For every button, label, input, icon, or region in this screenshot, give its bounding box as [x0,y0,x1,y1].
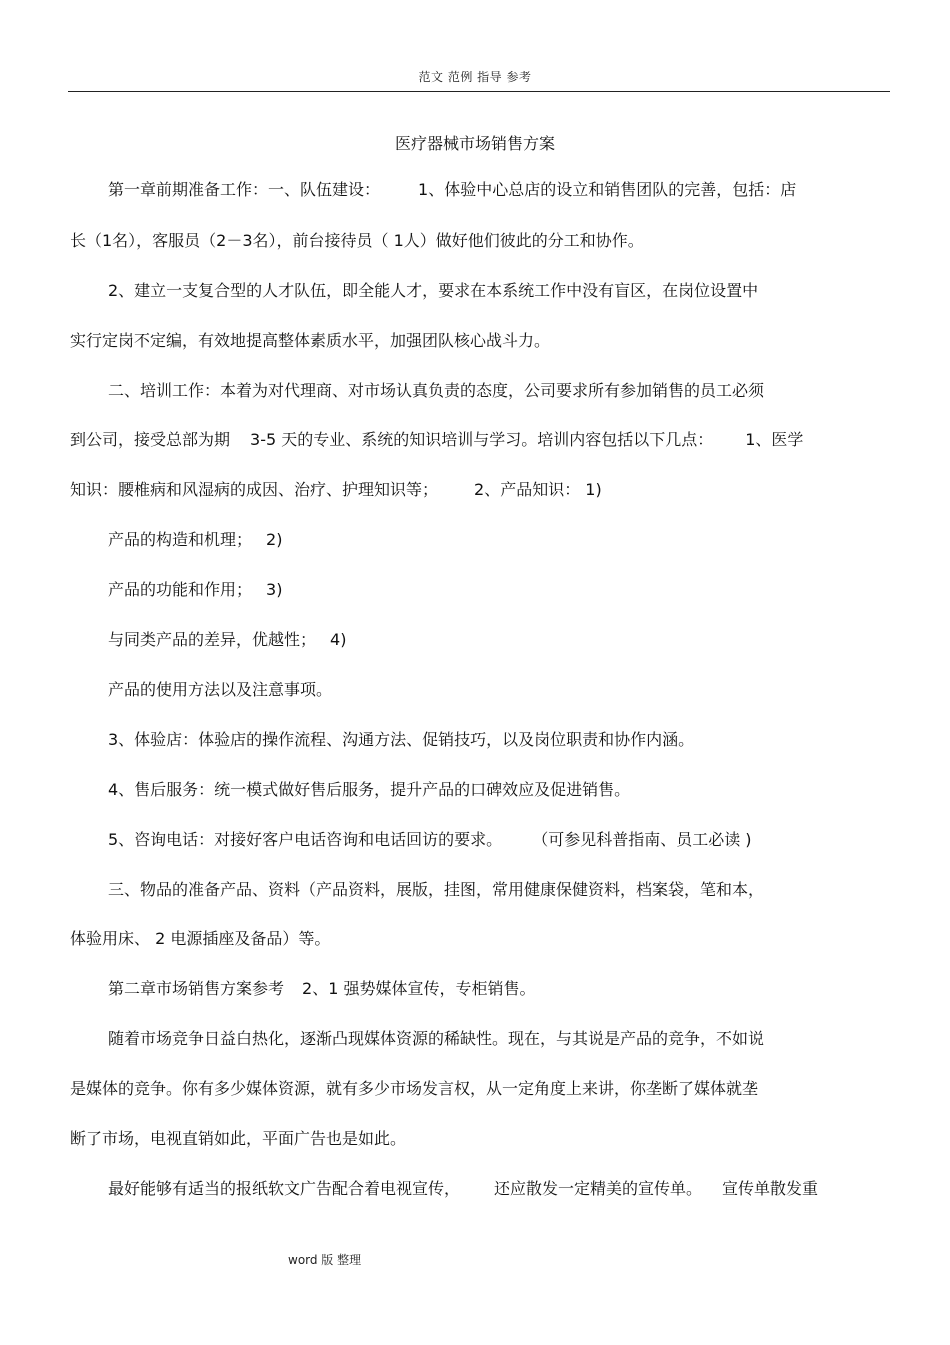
paragraph-line: 第一章前期准备工作：一、队伍建设： 1、体验中心总店的设立和销售团队的完善，包括：店 [108,180,797,199]
paragraph-line: 5、咨询电话：对接好客户电话咨询和电话回访的要求。 （可参见科普指南、员工必读 ) [108,830,752,849]
paragraph-line: 产品的使用方法以及注意事项。 [108,680,333,699]
paragraph-line: 第二章市场销售方案参考 2、1 强势媒体宣传，专柜销售。 [108,979,536,998]
paragraph-line: 4、售后服务：统一模式做好售后服务，提升产品的口碑效应及促进销售。 [108,780,631,799]
page-header: 范文 范例 指导 参考 [418,70,532,84]
paragraph-line: 是媒体的竞争。你有多少媒体资源，就有多少市场发言权，从一定角度上来讲，你垄断了媒体就垄 [70,1079,759,1098]
paragraph-line: 产品的功能和作用； 3) [108,580,283,599]
paragraph-line: 二、培训工作：本着为对代理商、对市场认真负责的态度，公司要求所有参加销售的员工必须 [108,381,765,400]
paragraph-line: 三、物品的准备产品、资料（产品资料，展版，挂图，常用健康保健资料，档案袋，笔和本， [108,880,765,899]
document-title: 医疗器械市场销售方案 [394,134,555,153]
page-footer: word 版 整理 [288,1253,362,1267]
paragraph-line: 与同类产品的差异，优越性； 4) [108,630,347,649]
header-divider [68,91,890,92]
paragraph-line: 随着市场竞争日益白热化，逐渐凸现媒体资源的稀缺性。现在，与其说是产品的竞争，不如说 [108,1029,765,1048]
paragraph-line: 长（1名），客服员（2－3名），前台接待员（ 1人）做好他们彼此的分工和协作。 [70,231,644,250]
paragraph-line: 到公司，接受总部为期 3-5 天的专业、系统的知识培训与学习。培训内容包括以下几点： 1、医学 [70,430,804,449]
paragraph-line: 知识：腰椎病和风湿病的成因、治疗、护理知识等； 2、产品知识： 1) [70,480,602,499]
paragraph-line: 3、体验店：体验店的操作流程、沟通方法、促销技巧，以及岗位职责和协作内涵。 [108,730,695,749]
paragraph-line: 断了市场，电视直销如此，平面广告也是如此。 [70,1129,407,1148]
paragraph-line: 体验用床、 2 电源插座及备品）等。 [70,929,331,948]
paragraph-line: 产品的构造和机理； 2) [108,530,283,549]
paragraph-line: 实行定岗不定编，有效地提高整体素质水平，加强团队核心战斗力。 [70,331,551,350]
paragraph-line: 最好能够有适当的报纸软文广告配合着电视宣传， 还应散发一定精美的宣传单。 宣传单散发重 [108,1179,819,1198]
paragraph-line: 2、建立一支复合型的人才队伍，即全能人才，要求在本系统工作中没有盲区，在岗位设置中 [108,281,759,300]
